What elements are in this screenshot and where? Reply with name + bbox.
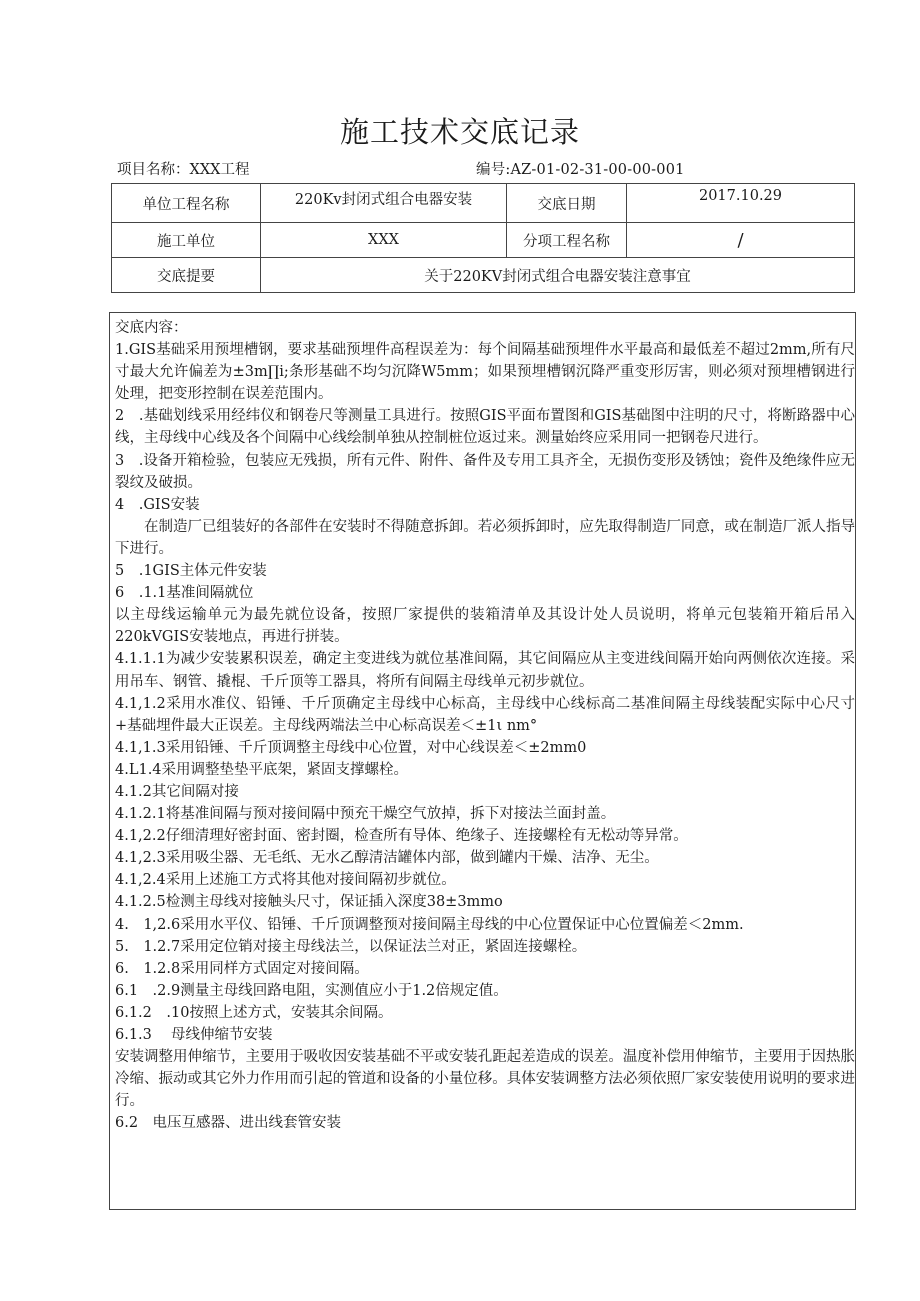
- sub-project-value: /: [627, 223, 855, 258]
- content-paragraph: 5 .1GIS主体元件安装: [115, 563, 267, 580]
- content-paragraph: 4.1,2.2仔细清理好密封面、密封圈，检查所有导体、绝缘子、连接螺栓有无松动等异常。: [115, 828, 688, 845]
- content-paragraph: 以主母线运输单元为最先就位设备，按照厂家提供的装箱清单及其设计处人员说明，将单元包装箱开箱后吊入220kVGIS安装地点，再进行拼装。: [115, 607, 855, 646]
- content-paragraph: 在制造厂已组装好的各部件在安装时不得随意拆卸。若必须拆卸时，应先取得制造厂同意，或在制造厂派人指导下进行。: [115, 518, 855, 557]
- content-paragraph: 4.1.2.1将基准间隔与预对接间隔中预充干燥空气放掉，拆下对接法兰面封盖。: [115, 806, 616, 823]
- document-number: 编号:AZ-01-02-31-00-00-001: [476, 162, 685, 178]
- table-row: [112, 223, 855, 258]
- content-paragraph: 4.1,1.2采用水准仪、铅锤、千斤顶确定主母线中心标高，主母线中心线标高二基准间隔主母线装配实际中心尺寸+基础埋件最大正误差。主母线两端法兰中心标高误差＜±1ι nm°: [115, 695, 855, 734]
- content-paragraph: 6.1 .2.9测量主母线回路电阻，实测值应小于1.2倍规定值。: [115, 982, 508, 999]
- content-paragraph: 4.1,2.4采用上述施工方式将其他对接间隔初步就位。: [115, 872, 456, 889]
- content-paragraph: 安装调整用伸缩节，主要用于吸收因安装基础不平或安装孔距起差造成的误差。温度补偿用伸缩节，主要用于因热胀冷缩、振动或其它外力作用而引起的管道和设备的小量位移。具体安装调整方法必须依照厂家安装使用说明的要求进行。: [115, 1049, 855, 1110]
- unit-project-value: 220Kv封闭式组合电器安装: [261, 184, 507, 223]
- unit-project-label: 单位工程名称: [112, 184, 261, 223]
- project-name: 项目名称：XXX工程: [117, 162, 250, 178]
- construction-unit-value: XXX: [261, 223, 507, 258]
- content-paragraph: 6.1.3 母线伸缩节安装: [115, 1027, 273, 1043]
- content-paragraph: 6.1.2 .10按照上述方式，安装其余间隔。: [115, 1004, 393, 1021]
- content-paragraph: 4 .GIS安装: [115, 496, 200, 513]
- table-row: [112, 184, 855, 223]
- content-paragraph: 4.1,1.3采用铅锤、千斤顶调整主母线中心位置，对中心线误差＜±2mm0: [115, 739, 587, 756]
- construction-unit-label: 施工单位: [112, 223, 261, 258]
- info-table: [111, 183, 855, 293]
- summary-value: 关于220KV封闭式组合电器安装注意事宜: [261, 258, 855, 293]
- content-paragraph: 4.1.2其它间隔对接: [115, 783, 239, 800]
- content-paragraph: 4. 1,2.6采用水平仪、铅锤、千斤顶调整预对接间隔主母线的中心位置保证中心位置偏差＜2mm.: [115, 916, 744, 933]
- content-paragraph: 4.1.1.1为减少安装累积误差，确定主变进线为就位基准间隔，其它间隔应从主变进线间隔开始向两侧依次连接。采用吊车、钢管、撬棍、千斤顶等工器具，将所有间隔主母线单元初步就位。: [115, 651, 855, 690]
- table-row: [112, 258, 855, 293]
- content-paragraph: 6.2 电压互感器、进出线套管安装: [115, 1115, 342, 1132]
- content-paragraph: 4.1.2.5检测主母线对接触头尺寸，保证插入深度38±3mmo: [115, 894, 503, 911]
- sub-project-label: 分项工程名称: [507, 223, 627, 258]
- content-paragraph: 6 .1.1基准间隔就位: [115, 585, 254, 602]
- content-paragraph: 5. 1.2.7采用定位销对接主母线法兰，以保证法兰对正，紧固连接螺栓。: [115, 938, 587, 955]
- content-box: [109, 312, 856, 1210]
- content-paragraph: 6. 1.2.8采用同样方式固定对接间隔。: [115, 960, 369, 977]
- content-paragraph: 4.1,2.3采用吸尘器、无毛纸、无水乙醇清洁罐体内部，做到罐内干燥、洁净、无尘。: [115, 850, 659, 867]
- content-paragraph: 2 .基础划线采用经纬仪和钢卷尺等测量工具进行。按照GIS平面布置图和GIS基础图中注明的尺寸，将断路器中心线，主母线中心线及各个间隔中心线绘制单独从控制桩位返过来。测量始终应采用同一把钢卷尺进行。: [115, 408, 855, 447]
- content-paragraph: 1.GIS基础采用预埋槽钢，要求基础预埋件高程误差为：每个间隔基础预埋件水平最高和最低差不超过2mm,所有尺寸最大允许偏差为±3m∏i;条形基础不均匀沉降W5mm；如果预埋槽钢沉降严重变形厉害，则必须对预埋槽钢进行处理，把变形控制在误差范围内。: [115, 342, 855, 403]
- date-value: 2017.10.29: [627, 184, 855, 223]
- summary-label: 交底提要: [112, 258, 261, 293]
- content-paragraph: 3 .设备开箱检验，包装应无残损，所有元件、附件、备件及专用工具齐全，无损伤变形及锈蚀；瓷件及绝缘件应无裂纹及破损。: [115, 452, 855, 491]
- content-heading: 交底内容：: [115, 320, 188, 336]
- page-title: 施工技术交底记录: [339, 115, 580, 149]
- date-label: 交底日期: [507, 184, 627, 223]
- content-paragraph: 4.L1.4采用调整垫垫平底架，紧固支撑螺栓。: [115, 761, 409, 778]
